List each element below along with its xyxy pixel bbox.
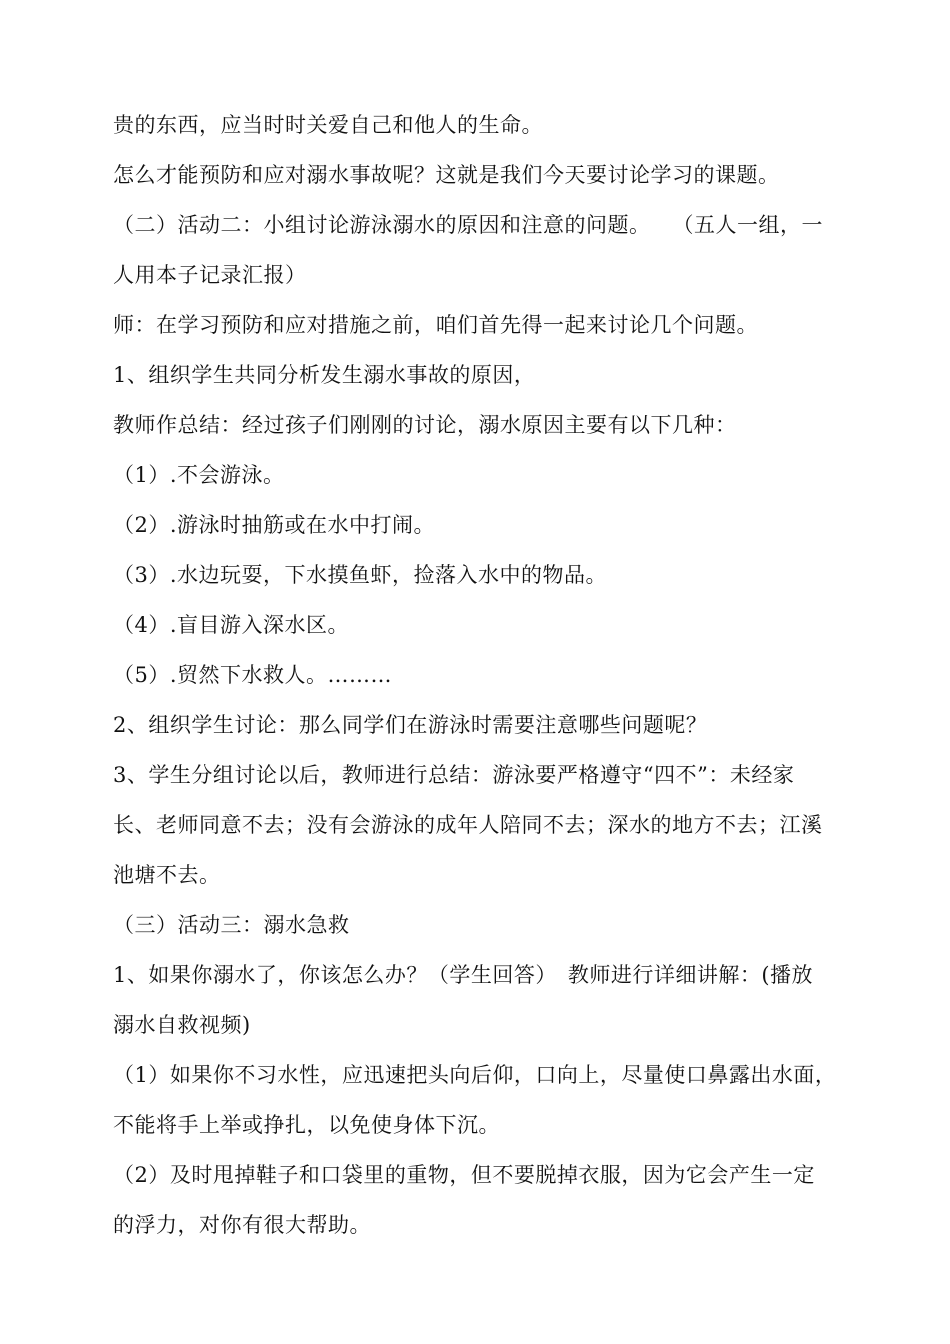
- text-line: 的浮力，对你有很大帮助。: [113, 1213, 371, 1237]
- text-line: 2、组织学生讨论：那么同学们在游泳时需要注意哪些问题呢？: [113, 713, 708, 737]
- text-line: 溺水自救视频): [113, 1013, 251, 1037]
- section-heading-activity-3: （三）活动三：溺水急救: [113, 913, 350, 937]
- text-line: 3、学生分组讨论以后，教师进行总结：游泳要严格遵守“四不”：未经家: [113, 763, 795, 787]
- text-line: 师：在学习预防和应对措施之前，咱们首先得一起来讨论几个问题。: [113, 313, 758, 337]
- list-item: （3）.水边玩耍，下水摸鱼虾，捡落入水中的物品。: [113, 563, 608, 587]
- text-line: 贵的东西，应当时时关爱自己和他人的生命。: [113, 113, 543, 137]
- text-line: 长、老师同意不去；没有会游泳的成年人陪同不去；深水的地方不去；江溪: [113, 813, 823, 837]
- list-item: （5）.贸然下水救人。………: [113, 663, 393, 687]
- text-line: 不能将手上举或挣扎，以免使身体下沉。: [113, 1113, 500, 1137]
- list-item: （4）.盲目游入深水区。: [113, 613, 350, 637]
- text-line: 池塘不去。: [113, 863, 221, 887]
- text-line: 教师作总结：经过孩子们刚刚的讨论，溺水原因主要有以下几种：: [113, 413, 737, 437]
- text-line: 1、组织学生共同分析发生溺水事故的原因，: [113, 363, 536, 387]
- text-line: （2）及时甩掉鞋子和口袋里的重物，但不要脱掉衣服，因为它会产生一定: [113, 1163, 815, 1187]
- text-line: 人用本子记录汇报）: [113, 263, 307, 287]
- text-line: 怎么才能预防和应对溺水事故呢？这就是我们今天要讨论学习的课题。: [113, 163, 780, 187]
- list-item: （2）.游泳时抽筋或在水中打闹。: [113, 513, 436, 537]
- list-item: （1）.不会游泳。: [113, 463, 285, 487]
- section-heading-activity-2: （二）活动二：小组讨论游泳溺水的原因和注意的问题。 （五人一组，一: [113, 213, 823, 237]
- text-line: 1、如果你溺水了，你该怎么办？（学生回答） 教师进行详细讲解：(播放: [113, 963, 814, 987]
- text-line: （1）如果你不习水性，应迅速把头向后仰，口向上，尽量使口鼻露出水面，: [113, 1063, 837, 1087]
